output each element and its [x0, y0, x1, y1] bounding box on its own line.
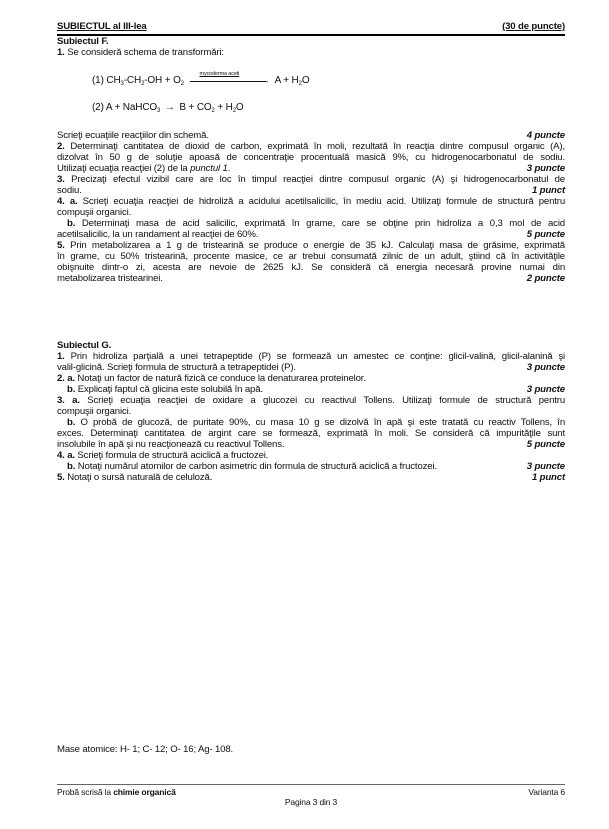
g-q3b-line1: [57, 417, 565, 428]
g-q1-line2: [57, 362, 565, 373]
f-q2-italic: punctul 1: [190, 163, 228, 174]
g-q3-line2: compuşii organici.: [57, 406, 132, 417]
f-q4b-text: acetilsalicilic, la un randament al reacţiei de 60%.: [57, 229, 259, 240]
reaction-arrow-icon: [190, 71, 270, 86]
section-points: (30 de puncte): [502, 21, 565, 32]
f-q4-text: Scrieţi ecuaţia reacţiei de hidroliză a acidului acetilsalicilic, în mediu acid. Utilizaţi formule de structură pentru: [77, 196, 566, 207]
r2-reactants: (2) A + NaHCO: [92, 102, 158, 113]
g-q3-line1: [57, 395, 565, 406]
f-q4b-number: b.: [67, 218, 76, 229]
points-label: 3 puncte: [526, 362, 565, 373]
g-q1-text: Prin hidroliza parţială a unei tetrapeptide (P) se formează un amestec ce conţine: glicil-valină, glicil-alanină şi: [64, 351, 565, 362]
f-q2-text: Determinaţi cantitatea de dioxid de carbon, exprimată în moli, rezultată în reacţia dintre compusul organic (A),: [64, 141, 565, 152]
f-q5-line2: în grame, cu 50% tristearină, procente masice, ce ar trebui consumată zilnic de un adult, ştiind că în activităţile: [57, 251, 565, 262]
r1-products: A + H: [274, 75, 299, 86]
f-q1-instr-text: Scrieţi ecuaţiile reacţiilor din schemă.: [57, 130, 209, 141]
g-q4-text: Scrieţi formula de structură aciclică a fructozei.: [74, 450, 269, 461]
f-q4-number: 4. a.: [57, 196, 78, 207]
points-label: 2 puncte: [526, 273, 565, 284]
footer-subject: chimie organică: [113, 787, 176, 797]
r1-sub: 2: [298, 81, 302, 87]
reaction-1: [92, 71, 310, 87]
f-q4b-text: Determinaţi masa de acid salicilic, exprimată în grame, care se obţine prin hidroliza a 0,3 mol de acid: [75, 218, 565, 229]
catalyst-label: mycoderma aceti: [199, 71, 240, 78]
reaction-2: [92, 102, 244, 113]
f-q5-line4: [57, 273, 565, 284]
f-q2-text: Utilizaţi ecuaţia reacţiei (2) de la: [57, 163, 191, 174]
points-label: 3 puncte: [526, 384, 565, 395]
r1-sub: 3: [120, 81, 124, 87]
r2-part: O: [235, 102, 244, 113]
f-q4-line2: compuşii organici.: [57, 207, 132, 218]
footer-prefix: Probă scrisă la: [57, 787, 114, 797]
reaction-arrow-icon: →: [164, 102, 175, 113]
subject-f-heading: Subiectul F.: [57, 36, 109, 47]
f-q3-line1: [57, 174, 565, 185]
g-q4b-text: Notaţi numărul atomilor de carbon asimetric din formula de structură aciclică a fructozei.: [75, 461, 437, 472]
f-q1-text: Se consideră schema de transformări:: [64, 47, 224, 58]
f-q5-line1: [57, 240, 565, 251]
f-q3-text: sodiu.: [57, 185, 82, 196]
footer-variant: Varianta 6: [528, 787, 565, 797]
r2-part: + H: [214, 102, 233, 113]
f-q5-number: 5.: [57, 240, 65, 251]
g-q3-number: 3. a.: [57, 395, 80, 406]
points-label: 3 puncte: [526, 461, 565, 472]
f-q2-text: .: [227, 163, 231, 174]
points-label: 5 puncte: [526, 439, 565, 450]
g-q3-text: Scrieţi ecuaţia reacţiei de oxidare a glucozei cu reactivul Tollens. Utilizaţi formule de structură pentru: [79, 395, 566, 406]
g-q1-number: 1.: [57, 351, 65, 362]
f-q1: [57, 47, 565, 58]
g-q2b-number: b.: [67, 384, 76, 395]
f-q2-line1: [57, 141, 565, 152]
r2-sub: 3: [157, 108, 161, 114]
r1-sub: 2: [180, 81, 184, 87]
r1-sub: 2: [141, 81, 145, 87]
r1-part: -CH: [123, 75, 142, 86]
points-label: 1 punct: [531, 472, 565, 483]
r2-sub: 2: [232, 108, 236, 114]
g-q5-number: 5.: [57, 472, 65, 483]
f-q4b-line2: [57, 229, 565, 240]
g-q2b-text: Explicaţi faptul că glicina este solubilă în apă.: [75, 384, 263, 395]
g-q4-line1: [57, 450, 565, 461]
g-q3b-line3: [57, 439, 565, 450]
g-q5-text: Notaţi o sursă naturală de celuloză.: [64, 472, 213, 483]
f-q3-text: Precizaţi efectul vizibil care are loc în timpul reacţiei dintre compusul organic (A) şi hidrogenocarbonatul de: [64, 174, 565, 185]
g-q2b-line1: [57, 384, 565, 395]
f-q4-line1: [57, 196, 565, 207]
g-q2-text: Notaţi un factor de natură fizică ce conduce la denaturarea proteinelor.: [74, 373, 366, 384]
points-label: 5 puncte: [526, 229, 565, 240]
section-header: [57, 20, 565, 36]
r1-part: O: [301, 75, 310, 86]
page-number: Pagina 3 din 3: [284, 797, 338, 807]
g-q3b-line2: exces. Determinaţi cantitatea de argint care se formează, exprimată în moli. Se consideră că impurităţile sunt: [57, 428, 565, 439]
g-q4b-number: b.: [67, 461, 76, 472]
g-q3b-text: O probă de glucoză, de puritate 90%, cu masa 10 g se dizolvă în apă şi este tratată cu reactiv Tollens, în: [75, 417, 565, 428]
f-q3-number: 3.: [57, 174, 65, 185]
g-q3b-text: insolubile în apă şi nu reacţionează cu reactivul Tollens.: [57, 439, 285, 450]
f-q4b-line1: [57, 218, 565, 229]
arrow-head-icon: →: [261, 76, 270, 86]
g-q4-number: 4. a.: [57, 450, 75, 461]
f-q5-text: metabolizarea tristearinei.: [57, 273, 163, 284]
r2-part: B + CO: [176, 102, 212, 113]
g-q2-line1: [57, 373, 565, 384]
r2-sub: 2: [211, 108, 215, 114]
page-footer: [57, 784, 565, 807]
atomic-masses: Mase atomice: H- 1; C- 12; O- 16; Ag- 108.: [57, 744, 234, 755]
subject-f-title: [57, 36, 565, 47]
f-q5-line3: obişnuite dintr-o zi, acesta are nevoie de 2625 kJ. Se consideră că energia necesară provine numai din: [57, 262, 565, 273]
footer-left: [57, 787, 176, 797]
f-q2-line3: [57, 163, 565, 174]
points-label: 3 puncte: [526, 163, 565, 174]
f-q1-number: 1.: [57, 47, 65, 58]
subject-g-heading: Subiectul G.: [57, 340, 112, 351]
g-q5-line1: [57, 472, 565, 483]
points-label: 1 punct: [531, 185, 565, 196]
g-q1-text: valil-glicină. Scrieţi formula de structură a tetrapeptidei (P).: [57, 362, 296, 373]
subject-g-title: [57, 340, 565, 351]
f-q2-number: 2.: [57, 141, 65, 152]
section-title: SUBIECTUL al III-lea: [57, 21, 147, 32]
f-q1-instruction: [57, 130, 565, 141]
g-q3b-number: b.: [67, 417, 76, 428]
g-q2-number: 2. a.: [57, 373, 75, 384]
f-q3-line2: [57, 185, 565, 196]
points-label: 4 puncte: [526, 130, 565, 141]
g-q1-line1: [57, 351, 565, 362]
r1-part: -OH + O: [144, 75, 181, 86]
r1-reactant: (1) CH: [92, 75, 121, 86]
f-q2-line2: dizolvat în 50 g de soluţie apoasă de concentraţie procentuală masică 9%, cu hidrogenocarbonatul de sodiu.: [57, 152, 565, 163]
g-q4b-line1: [57, 461, 565, 472]
f-q5-text: Prin metabolizarea a 1 g de tristearină se produce o energie de 35 kJ. Calculaţi masa de grăsime, exprimată: [64, 240, 565, 251]
